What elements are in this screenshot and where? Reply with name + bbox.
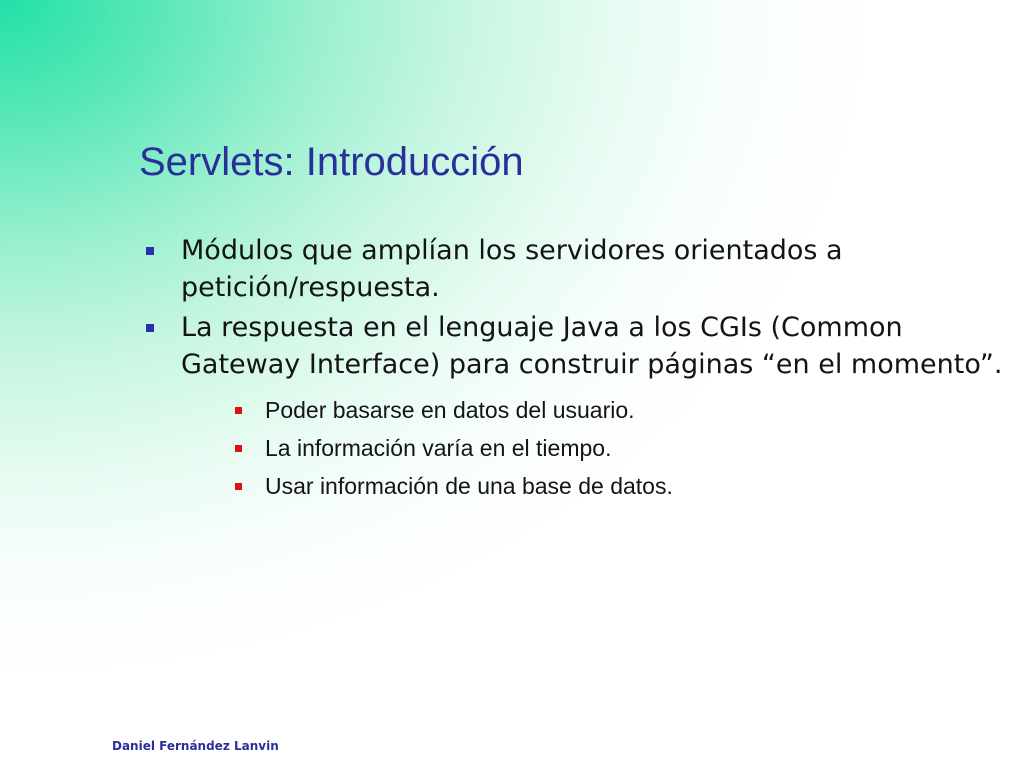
- slide-title: Servlets: Introducción: [139, 140, 524, 184]
- square-bullet-icon: [235, 407, 242, 414]
- sub-bullet-text: Usar información de una base de datos.: [265, 473, 673, 499]
- bullet-text: La respuesta en el lenguaje Java a los CGIs (Common Gateway Interface) para construir páginas “en el momento”.: [181, 312, 1003, 380]
- bullet-list: [143, 232, 1003, 508]
- square-bullet-icon: [235, 483, 242, 490]
- sub-bullet-list: [181, 391, 1003, 505]
- square-bullet-icon: [146, 324, 154, 332]
- sub-bullet-item: [191, 429, 1013, 467]
- sub-bullet-item: [191, 467, 1013, 505]
- square-bullet-icon: [146, 247, 154, 255]
- sub-bullet-text: Poder basarse en datos del usuario.: [265, 397, 635, 423]
- bullet-item: [143, 232, 1003, 306]
- bullet-text: Módulos que amplían los servidores orientados a petición/respuesta.: [181, 235, 843, 303]
- bullet-item: [143, 309, 1003, 505]
- footer-author: Daniel Fernández Lanvin: [112, 739, 279, 753]
- sub-bullet-text: La información varía en el tiempo.: [265, 435, 612, 461]
- sub-bullet-item: [191, 391, 1013, 429]
- square-bullet-icon: [235, 445, 242, 452]
